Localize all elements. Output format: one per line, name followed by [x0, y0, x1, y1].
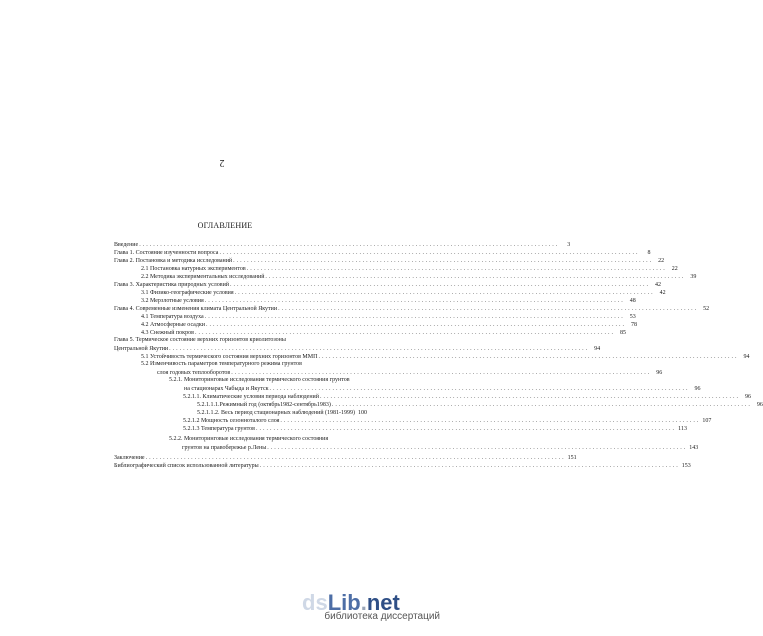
toc-entry-title: 3.2 Мерзлотные условия: [141, 298, 204, 304]
toc-entry-page: 3: [567, 242, 571, 248]
toc-leader-dots: ........................................................................................................................: [204, 314, 625, 320]
toc-entry-page: 107: [702, 418, 712, 424]
toc-entry: [183, 393, 751, 401]
toc-entry: [141, 265, 678, 273]
toc-entry-page: 113: [678, 426, 687, 432]
toc-entry-page: 48: [629, 298, 636, 304]
toc-entry: [114, 462, 691, 470]
toc-entry-title: Глава 5. Термическое состояние верхних горизонтов криолитозоны: [114, 337, 286, 343]
toc-leader-dots: ........................................................................................................................: [318, 354, 739, 360]
toc-entry-page: 85: [619, 330, 626, 336]
toc-leader-dots: ........................................................................................................................: [169, 346, 590, 352]
toc-entry-title: 2.2 Методика экспериментальных исследований: [141, 274, 265, 280]
toc-leader-dots: ........................................................................................................................: [139, 242, 560, 248]
toc-entry-page: 100: [358, 410, 368, 416]
toc-entry-page: 153: [681, 463, 691, 469]
toc-entry: [141, 297, 636, 305]
toc-entry: [141, 289, 666, 297]
toc-entry: [114, 305, 710, 313]
toc-leader-dots: ........................................................................................................................: [280, 418, 701, 424]
toc-entry: [183, 417, 712, 425]
toc-entry: [182, 444, 699, 452]
toc-entry: [114, 249, 651, 257]
toc-entry-page: 96: [756, 402, 763, 408]
toc-entry: [114, 454, 577, 462]
toc-entry-title: на стационарах Чабыда и Якутск: [184, 386, 269, 392]
toc-entry: [141, 353, 750, 361]
toc-entry-page: 22: [658, 258, 665, 264]
toc-entry-title: слоя годовых теплооборотов: [157, 370, 231, 376]
dslib-subtitle: библиотека диссертаций: [324, 611, 440, 622]
toc-entry-page: 53: [629, 314, 636, 320]
toc-entry: [141, 313, 636, 321]
toc-leader-dots: ........................................................................................................................: [231, 370, 652, 376]
page-number: 2: [219, 157, 225, 168]
toc-entry-title: 5.2.1.2 Мощность сезонноталого слоя: [183, 418, 280, 424]
toc-leader-dots: ........................................................................................................................: [230, 282, 651, 288]
toc-entry-title: Заключение: [114, 455, 145, 461]
toc-entry-page: 143: [689, 445, 699, 451]
toc-entry-title: 4.1 Температура воздуха: [141, 314, 204, 320]
toc-entry-title: 3.1 Физико-географические условия: [141, 290, 234, 296]
toc-leader-dots: ........................................................................................................................: [246, 266, 667, 272]
toc-entry-title: 5.2.1.1.1.Режимный год (октябрь1982-сентябрь1983): [197, 402, 331, 408]
toc-entry-title: 2.1 Постановка натурных экспериментов: [141, 266, 246, 272]
toc-entry-title: 5.2 Изменчивость параметров температурного режима грунтов: [141, 361, 302, 367]
toc-entry-page: 42: [655, 282, 662, 288]
toc-entry-title: 5.2.1. Мониторинговые исследования термического состояния грунтов: [169, 377, 350, 383]
toc-leader-dots: ........................................................................................................................: [233, 258, 654, 264]
dslib-watermark: [292, 588, 442, 628]
toc-leader-dots: ........................................................................................................................: [204, 298, 625, 304]
toc-entry-title: 5.2.2. Мониторинговые исследования термического состояния: [169, 436, 329, 442]
toc-leader-dots: ........................................................................................................................: [234, 290, 655, 296]
toc-entry: [184, 385, 701, 393]
toc-title: ОГЛАВЛЕНИЕ: [197, 221, 253, 230]
toc-entry-page: 42: [659, 290, 666, 296]
toc-entry: [114, 241, 571, 249]
toc-entry-title: 4.3 Снежный покров: [141, 330, 194, 336]
toc-entry: [141, 329, 626, 337]
toc-entry-page: 94: [743, 354, 750, 360]
toc-entry-title: 5.2.1.1. Климатические условия периода наблюдений: [183, 394, 319, 400]
toc-leader-dots: ........................................................................................................................: [269, 386, 690, 392]
toc-entry: [114, 345, 601, 353]
toc-entry-page: 39: [690, 274, 697, 280]
toc-entry-page: 8: [647, 250, 651, 256]
toc-entry-page: 52: [703, 306, 710, 312]
toc-leader-dots: ........................................................................................................................: [206, 322, 627, 328]
toc-entry-title: Глава 3. Характеристика природных условий: [114, 282, 230, 288]
toc-entry-title: Введение: [114, 242, 139, 248]
toc-entry: [183, 425, 687, 433]
toc-entry-title: 5.2.1.1.2. Весь период стационарных наблюдений (1981-1999): [197, 410, 356, 416]
toc-entry: [141, 273, 697, 281]
toc-entry-page: 96: [694, 386, 701, 392]
toc-entry-title: Глава 2. Постановка и методика исследований: [114, 258, 233, 264]
toc-entry-title: Глава 4. Современные изменения климата Центральной Якутии: [114, 306, 278, 312]
toc-entry: [114, 257, 665, 265]
toc-entry: [141, 321, 638, 329]
toc-leader-dots: ........................................................................................................................: [145, 455, 566, 461]
toc-leader-dots: ........................................................................................................................: [219, 250, 640, 256]
toc-leader-dots: ........................................................................................................................: [265, 274, 686, 280]
toc-leader-dots: ........................................................................................................................: [267, 445, 688, 451]
toc-leader-dots: ........................................................................................................................: [255, 426, 676, 432]
toc-leader-dots: ........................................................................................................................: [278, 306, 699, 312]
toc-leader-dots: ........................................................................................................................: [319, 394, 740, 400]
toc-entry: [197, 409, 368, 417]
toc-entry-page: 94: [594, 346, 601, 352]
toc-entry-page: 96: [656, 370, 663, 376]
toc-entry-page: 78: [631, 322, 638, 328]
toc-entry-title: Центральной Якутии: [114, 346, 169, 352]
toc-entry: [157, 369, 663, 377]
toc-entry-title: Библиографический список использованной литературы: [114, 463, 259, 469]
toc-entry-page: 22: [671, 266, 678, 272]
toc-entry-title: 5.2.1.3 Температура грунтов: [183, 426, 255, 432]
toc-entry-page: 151: [567, 455, 577, 461]
toc-entry-title: Глава 1. Состояние изученности вопроса: [114, 250, 219, 256]
toc-leader-dots: ........................................................................................................................: [331, 402, 752, 408]
toc-leader-dots: ........................................................................................................................: [194, 330, 615, 336]
toc-entry: [114, 281, 662, 289]
svg-text:dsLib.net: dsLib.net: [302, 590, 400, 615]
toc-entry-page: 96: [744, 394, 751, 400]
toc-entry-title: грунтов на правобережье р.Лены: [182, 445, 267, 451]
toc-leader-dots: ........................................................................................................................: [259, 463, 680, 469]
toc-entry: [197, 401, 763, 409]
toc-entry-title: 5.1 Устойчивость термического состояния верхних горизонтов ММП: [141, 354, 318, 360]
toc-entry-title: 4.2 Атмосферные осадки: [141, 322, 206, 328]
